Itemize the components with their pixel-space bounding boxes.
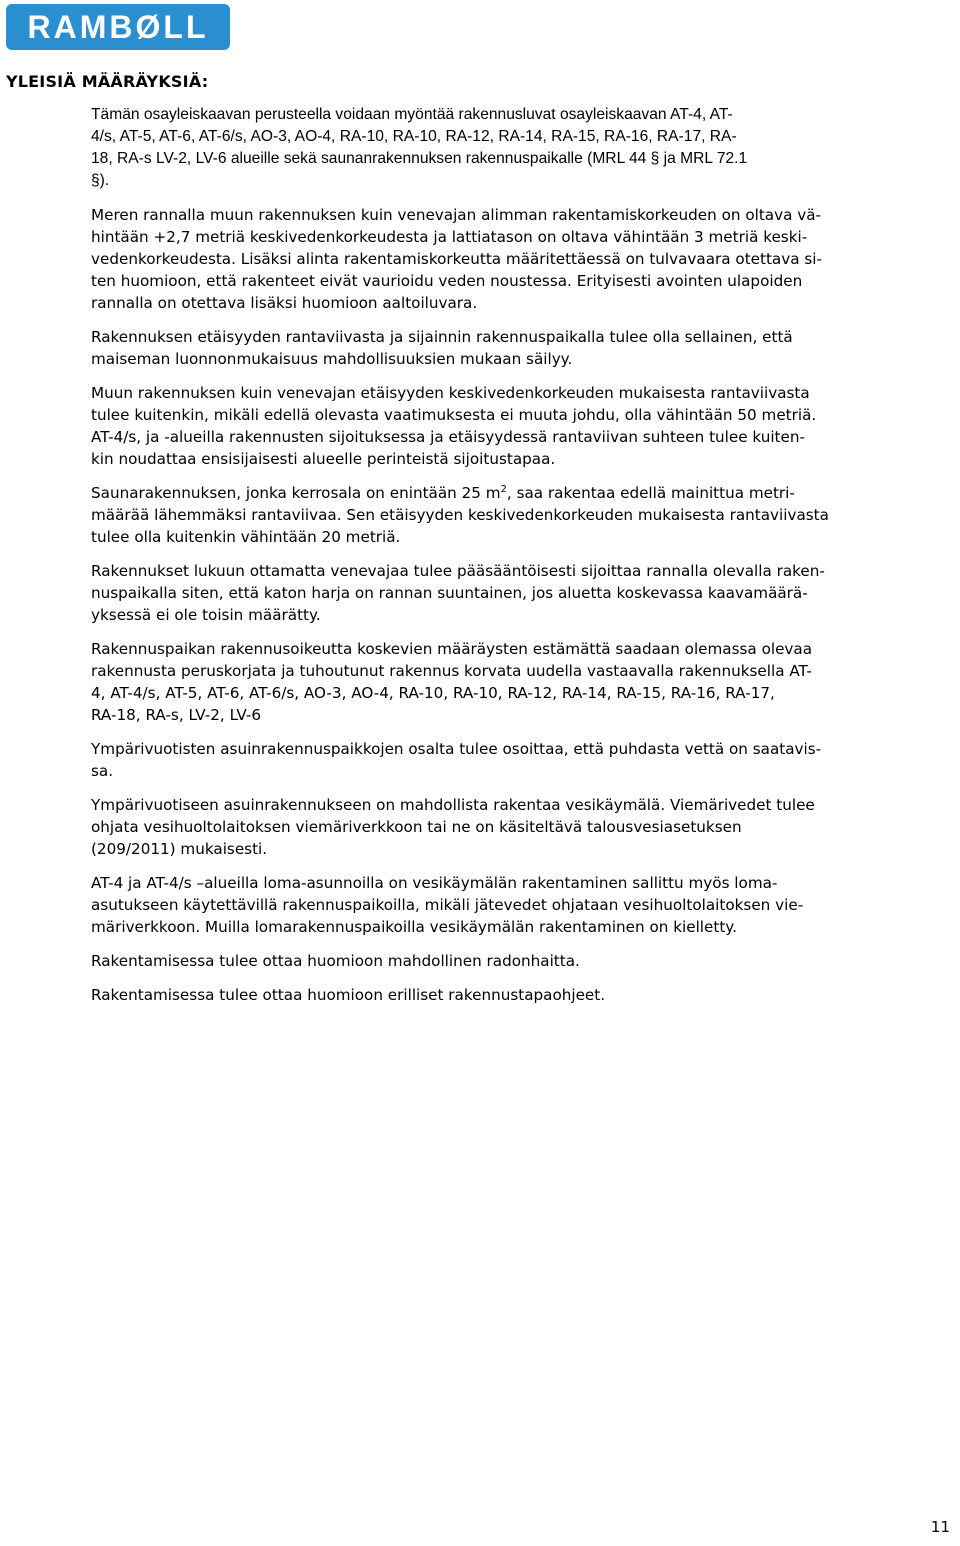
section-heading: YLEISIÄ MÄÄRÄYKSIÄ: <box>6 72 209 91</box>
paragraph-radon: Rakentamisessa tulee ottaa huomioon mahdollinen radonhaitta. <box>91 952 580 970</box>
ramboll-logo <box>6 4 230 50</box>
paragraph-clean-water: Ympärivuotisten asuinrakennuspaikkojen osalta tulee osoittaa, että puhdasta vettä on saatavis- sa. <box>91 740 822 780</box>
paragraph-renovation: Rakennuspaikan rakennusoikeutta koskevien määräysten estämättä saadaan olemassa olevaa rakennusta peruskorjata ja tuhoutunut rakennus korvata uudella vastaavalla rakennuksella AT- 4, AT-4/s, AT-5, AT-6, AT-6/s, AO-3, AO-4, RA-10, RA-10, RA-12, RA-14, RA-15, RA-16, RA-17, RA-18, RA-s, LV-2, LV-6 <box>91 640 813 724</box>
superscript-2: 2 <box>500 483 507 495</box>
paragraph-water-toilet: Ympärivuotiseen asuinrakennukseen on mahdollista rakentaa vesikäymälä. Viemärivedet tulee ohjata vesihuoltolaitoksen viemäriverkkoon tai ne on käsiteltävä talousvesiasetuksen (209/2011) mukaisesti. <box>91 796 815 858</box>
paragraph-building-height: Meren rannalla muun rakennuksen kuin venevajan alimman rakentamiskorkeuden on oltava vä- hintään +2,7 metriä keskivedenkorkeudesta ja lattiatason on oltava vähintään 3 metriä keski- vedenkorkeudesta. Lisäksi alinta rakentamiskorkeutta määritettäessä on tulvavaara otettava si- ten huomioon, että rakenteet eivät vaurioidu veden noustessa. Erityisesti avointen ulapoiden rannalla on otettava lisäksi huomioon aaltoiluvara. <box>91 206 822 312</box>
page-number: 11 <box>930 1518 950 1536</box>
paragraph-building-guidelines: Rakentamisessa tulee ottaa huomioon erilliset rakennustapaohjeet. <box>91 986 606 1004</box>
paragraph-min-distance: Muun rakennuksen kuin venevajan etäisyyden keskivedenkorkeuden mukaisesta rantaviivasta tulee kuitenkin, mikäli edellä olevasta vaatimuksesta ei muuta johdu, olla vähintään 50 metriä. AT-4/s, ja -alueilla rakennusten sijoituksessa ja etäisyydessä rantaviivan suhteen tulee kuiten- kin noudattaa ensisijaisesti alueelle perinteistä sijoitustapaa. <box>91 384 817 468</box>
regulations-body <box>91 104 959 1018</box>
paragraph-building-permits: Tämän osayleiskaavan perusteella voidaan myöntää rakennusluvat osayleiskaavan AT-4, AT- 4/s, AT-5, AT-6, AT-6/s, AO-3, AO-4, RA-10, RA-10, RA-12, RA-14, RA-15, RA-16, RA-17, RA- 18, RA-s LV-2, LV-6 alueille sekä saunanrakennuksen rakennuspaikalle (MRL 44 § ja MRL 72.1 §). <box>91 106 748 189</box>
paragraph-roof-orientation: Rakennukset lukuun ottamatta venevajaa tulee pääsääntöisesti sijoittaa rannalla olevalla raken- nuspaikalla siten, että katon harja on rannan suuntainen, jos aluetta koskevassa kaavamäärä- yksessä ei ole toisin määrätty. <box>91 562 825 624</box>
sauna-text-start: Saunarakennuksen, jonka kerrosala on enintään 25 m <box>91 484 501 502</box>
paragraph-shore-distance: Rakennuksen etäisyyden rantaviivasta ja sijainnin rakennuspaikalla tulee olla sellainen, että maiseman luonnonmukaisuus mahdollisuuksien mukaan säilyy. <box>91 328 793 368</box>
sauna-text-end: , saa rakentaa edellä mainittua metri- määrää lähemmäksi rantaviivaa. Sen etäisyyden keskivedenkorkeuden mukaisesta rantaviivasta tulee olla kuitenkin vähintään 20 metriä. <box>91 484 829 546</box>
paragraph-sauna <box>91 482 959 548</box>
logo-text: RAMBØLL <box>27 8 209 45</box>
paragraph-holiday-toilet: AT-4 ja AT-4/s –alueilla loma-asunnoilla on vesikäymälän rakentaminen sallittu myös loma- asutukseen käytettävillä rakennuspaikoilla, mikäli jätevedet ohjataan vesihuoltolaitoksen vie- märiverkkoon. Muilla lomarakennuspaikoilla vesikäymälän rakentaminen on kielletty. <box>91 874 804 936</box>
